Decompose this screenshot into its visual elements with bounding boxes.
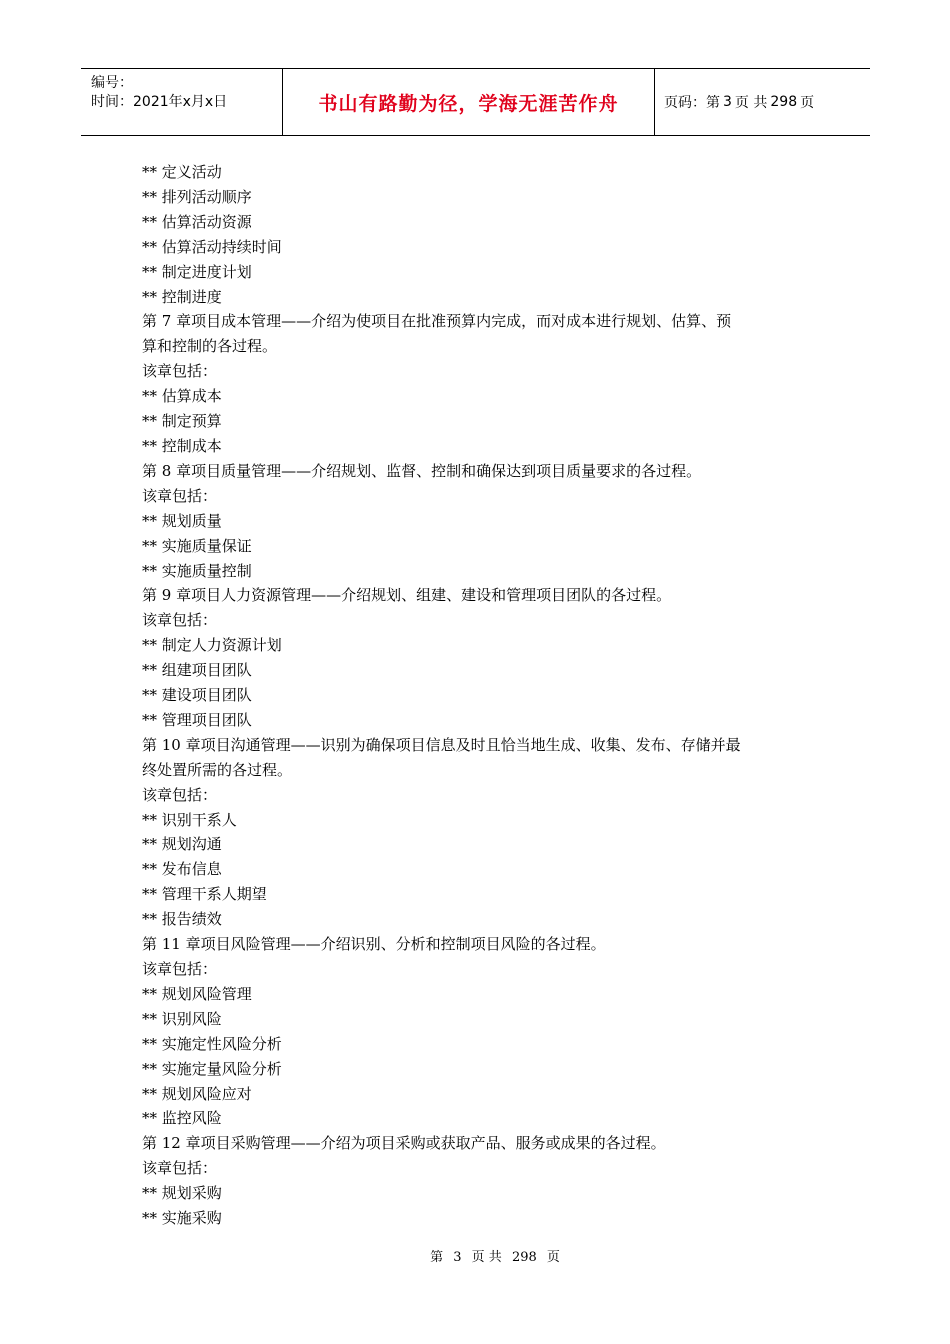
text-line: ** 实施采购: [142, 1209, 222, 1228]
text-line: ** 实施定性风险分析: [142, 1034, 282, 1053]
text-line: 第 9 章项目人力资源管理——介绍规划、组建、建设和管理项目团队的各过程。: [142, 586, 672, 605]
text-line: ** 估算活动资源: [142, 212, 252, 231]
text-line: 第 8 章项目质量管理——介绍规划、监督、控制和确保达到项目质量要求的各过程。: [142, 461, 702, 480]
text-line: 该章包括：: [142, 960, 218, 978]
page-code-mid: 页 共: [734, 95, 768, 111]
footer-suffix: 页: [546, 1250, 560, 1265]
text-line: 终处置所需的各过程。: [142, 760, 293, 779]
text-line: ** 估算活动持续时间: [142, 237, 282, 256]
text-line: 第 7 章项目成本管理——介绍为使项目在批准预算内完成，而对成本进行规划、估算、预: [142, 312, 732, 331]
text-line: ** 规划质量: [142, 511, 222, 530]
text-line: ** 识别干系人: [142, 810, 237, 829]
page-footer: [0, 1246, 950, 1265]
text-line: ** 发布信息: [142, 860, 222, 879]
text-line: 第 12 章项目采购管理——介绍为项目采购或获取产品、服务或成果的各过程。: [142, 1134, 666, 1153]
text-line: ** 规划沟通: [142, 835, 222, 854]
text-line: 第 10 章项目沟通管理——识别为确保项目信息及时且恰当地生成、收集、发布、存储并最: [142, 735, 741, 754]
text-line: 该章包括：: [142, 785, 218, 804]
page-header: [81, 68, 870, 136]
text-line: ** 规划采购: [142, 1184, 222, 1203]
footer-total-pages: 298: [511, 1250, 537, 1265]
text-line: 算和控制的各过程。: [142, 337, 278, 356]
header-meta: [81, 69, 282, 135]
text-line: ** 制定人力资源计划: [142, 636, 282, 655]
text-line: 该章包括：: [142, 1159, 218, 1178]
text-line: 该章包括：: [142, 486, 218, 505]
footer-prefix: 第: [430, 1250, 444, 1265]
text-line: 第 11 章项目风险管理——介绍识别、分析和控制项目风险的各过程。: [142, 935, 606, 954]
text-line: ** 实施质量控制: [142, 561, 252, 580]
text-line: ** 实施质量保证: [142, 536, 252, 555]
serial-label: 编号：: [91, 75, 133, 91]
page-code-label: 页码：第: [664, 95, 720, 111]
text-line: ** 实施定量风险分析: [142, 1059, 282, 1078]
text-line: ** 控制成本: [142, 436, 222, 455]
time-label: 时间：2021年x月x日: [91, 94, 228, 110]
header-page-code: [655, 69, 870, 135]
page-code-current: 3: [723, 94, 732, 110]
footer-mid: 页 共: [471, 1250, 502, 1265]
text-line: ** 制定预算: [142, 412, 222, 431]
text-line: ** 建设项目团队: [142, 686, 252, 705]
motto-text: 书山有路勤为径，学海无涯苦作舟: [318, 92, 619, 115]
text-line: ** 估算成本: [142, 387, 222, 406]
footer-current-page: 3: [453, 1250, 462, 1265]
text-line: ** 监控风险: [142, 1109, 222, 1128]
text-line: ** 识别风险: [142, 1009, 222, 1028]
text-line: ** 规划风险管理: [142, 984, 252, 1003]
text-line: ** 排列活动顺序: [142, 187, 252, 206]
text-line: 该章包括：: [142, 362, 218, 381]
text-line: ** 报告绩效: [142, 910, 222, 929]
header-motto-cell: [282, 69, 655, 135]
text-line: 该章包括：: [142, 611, 218, 630]
text-line: ** 组建项目团队: [142, 661, 252, 680]
text-line: ** 管理干系人期望: [142, 885, 267, 904]
text-line: ** 规划风险应对: [142, 1084, 252, 1103]
text-line: ** 管理项目团队: [142, 710, 252, 729]
page-code-end: 页: [800, 95, 815, 111]
document-body: [142, 160, 822, 1231]
text-line: ** 控制进度: [142, 287, 222, 306]
text-line: ** 定义活动: [142, 163, 222, 181]
page-code-total: 298: [770, 94, 798, 110]
text-line: ** 制定进度计划: [142, 262, 252, 281]
